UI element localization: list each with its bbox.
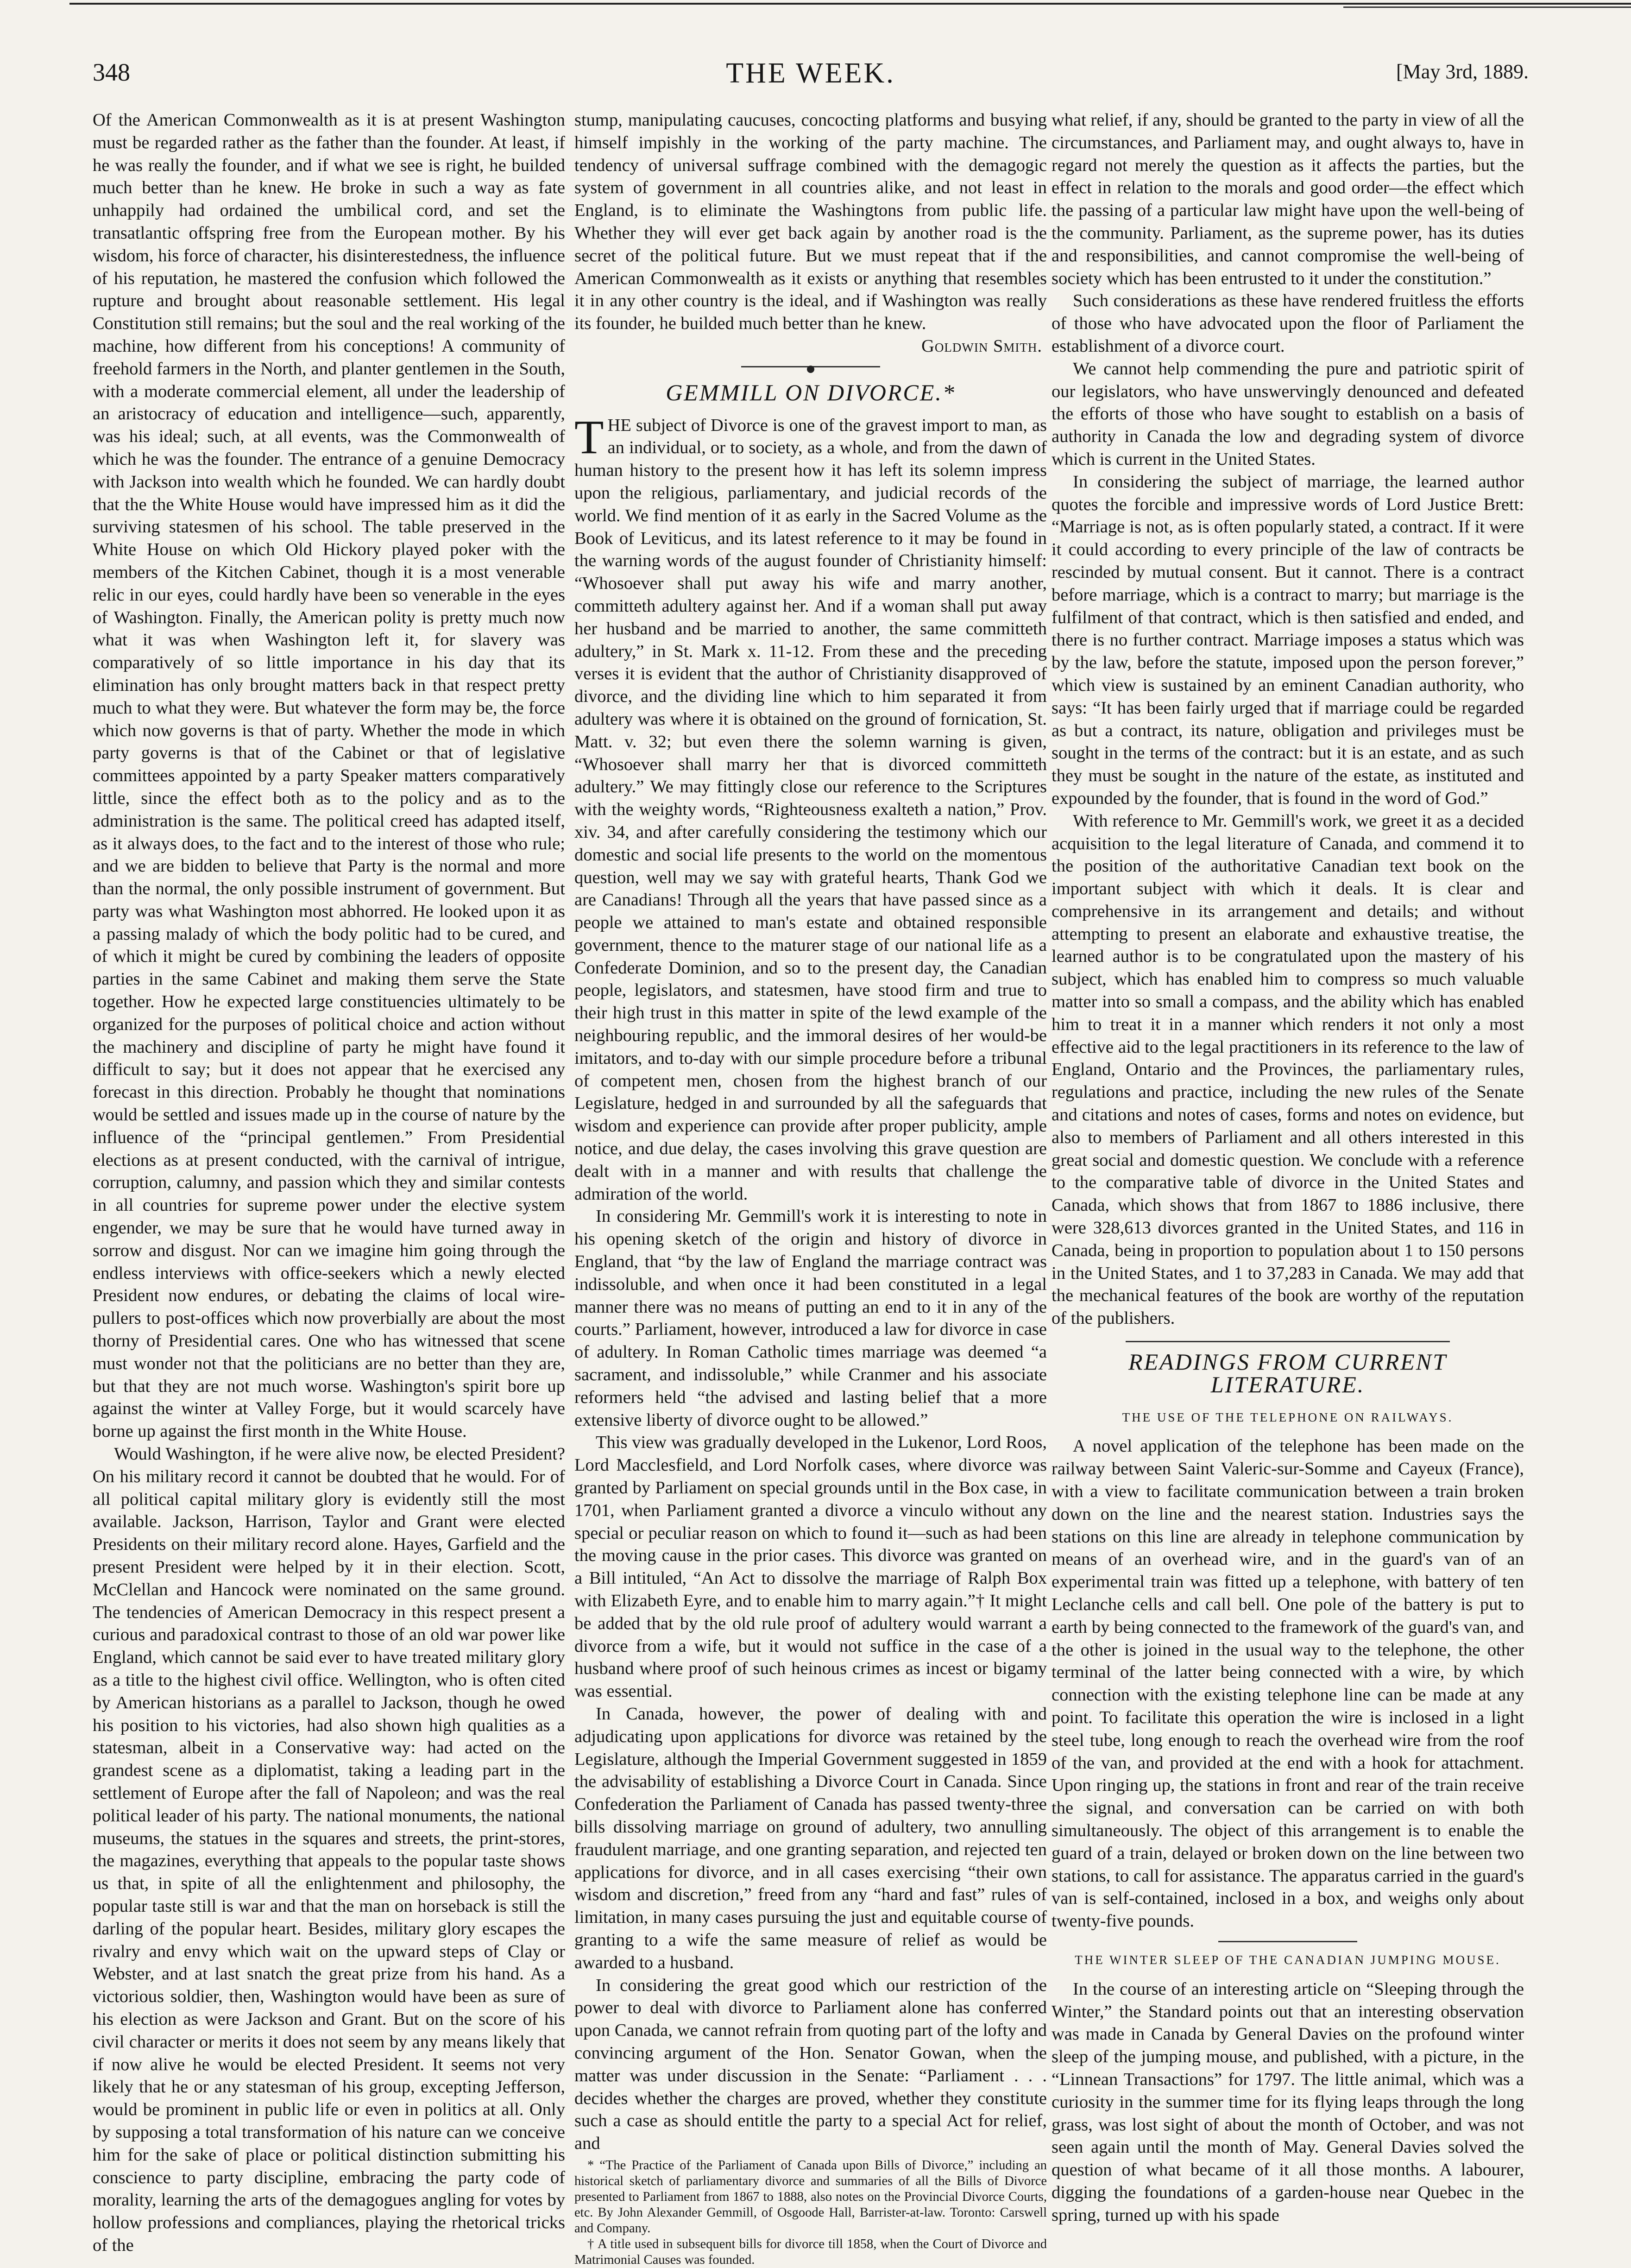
paragraph: With reference to Mr. Gemmill's work, we greet it as a decided acquisition to the legal literature of Canada, and commend it to the position of the authoritative Canadian text book on the important subject with which it deals. It is clear and comprehensive in its arrangement and details; and without attempting to present an elaborate and exhaustive treatise, the learned author is to be congratulated upon the mastery of his subject, which has enabled him to compress so much valuable matter into so small a compass, and the ability which has enabled him to treat it in a manner which renders it not only a most effective aid to the legal practitioners in its reference to the law of England, Ontario and the Provinces, the parliamentary rules, regulations and practice, including the new rules of the Senate and citations and notes of cases, forms and notes on evidence, but also to members of Parliament and all others interested in this great social and domestic question. We conclude with a reference to the comparative table of divorce in the United States and Canada, which shows that from 1867 to 1886 inclusive, there were 328,613 divorces granted in the United States, and 116 in Canada, being in proportion to population about 1 to 150 persons in the United States, and 1 to 37,283 in Canada. We may add that the mechanical features of the book are worthy of the reputation of the publishers. (1052, 811, 1524, 1328)
paragraph: In considering the great good which our restriction of the power to deal with divorce to Parliament alone has conferred upon Canada, we cannot refrain from quoting part of the lofty and convincing argument of the Hon. Senator Gowan, when the matter was under discussion in the Senate: “Parliament . . . decides whether the charges are proved, whether they constitute such a case as should entitle the party to a special Act for relief, and (574, 1975, 1047, 2154)
article-title: GEMMILL ON DIVORCE.* (666, 379, 956, 405)
drop-cap: T (574, 410, 604, 464)
divider-rule (1126, 1341, 1450, 1342)
paragraph: In considering the subject of marriage, the learned author quotes the forcible and impressive words of Lord Justice Brett: “Marriage is not, as is often popularly stated, a contract. If it were it could according to every principle of the law of contracts be rescinded by mutual consent. But it cannot. There is a contract before marriage, which is a contract to marry; but marriage is the fulfilment of that contract, which is then satisfied and ended, and there is no further contract. Marriage imposes a status which was by the law, before the statute, imposed upon the person forever,” which view is sustained by an eminent Canadian authority, who says: “It has been fairly urged that if marriage could be regarded as but a contract, its nature, obligation and privileges must be sought in the terms of the contract: but it is an estate, and as such they must be sought in the nature of the estate, as instituted and expounded by the founder, that is found in the word of God.” (1052, 472, 1524, 808)
paragraph: what relief, if any, should be granted to the party in view of all the circumstances, and Parliament may, and ought always to, have in regard not merely the question as it affects the parties, but the effect in relation to the morals and good order—the effect which the passing of a particular law might have upon the well-being of the community. Parliament, as the supreme power, has its duties and responsibilities, and cannot compromise the well-being of society which has been entrusted to it under the constitution.” (1052, 110, 1524, 288)
paragraph: Of the American Commonwealth as it is at present Washington must be regarded rather as the father than the founder. At least, if he was really the founder, and if what we see is right, he builded much better than he knew. He broke in such a way as fate unhappily had ordained the umbilical cord, and set the transatlantic offspring free from the European mother. By his wisdom, his force of character, his disinterestedness, the influence of his reputation, he mastered the confusion which followed the rupture and brought about reasonable settlement. His legal Constitution still remains; but the soul and the real working of the machine, how different from his conceptions! A community of freehold farmers in the North, and planter gentlemen in the South, with a moderate commercial element, all under the leadership of an aristocracy of education and intelligence—such, apparently, was his ideal; such, at all events, was the Commonwealth of which he was the founder. The entrance of a genuine Democracy with Jackson into wealth which he founded. We can hardly doubt that the the White House would have impressed him as it did the surviving statesmen of his school. The table preserved in the White House on which Old Hickory played poker with the members of the Kitchen Cabinet, though it is a most venerable relic in our eyes, could hardly have been so venerable in the eyes of Washington. Finally, the American polity is pretty much now what it was when Washington left it, for slavery was comparatively of so little importance in his day that its elimination has only brought matters back in that respect pretty much to what they were. But whatever the form may be, the force which now governs is that of party. Whether the mode in which party governs is that of the Cabinet or that of legislative committees appointed by a party Speaker matters comparatively little, since the effect both as to the policy and as to the administration is the same. The political creed has adapted itself, as it always does, to the fact and to the interest of those who rule; and we are bidden to believe that Party is the normal and more than the normal, the only possible instrument of government. But party was what Washington most abhorred. He looked upon it as a passing malady of which the body politic had to be cured, and of which it might be cured by combining the leaders of opposite parties in the same Cabinet and making them serve the State together. How he expected large constituencies ultimately to be organized for the purposes of political choice and action without the machinery and discipline of party he might have found it difficult to say; but it does not appear that he exercised any forecast in this direction. Probably he thought that nominations would be settled and issues made up in the course of nature by the influence of the “principal gentlemen.” From Presidential elections as at present conducted, with the carnival of intrigue, corruption, calumny, and passion which they and similar contests in all countries for supreme power under the elective system engender, we may be sure that he would have turned away in sorrow and disgust. Nor can we imagine him going through the endless interviews with office-seekers which a newly elected President now endures, or debating the claims of local wire-pullers to post-offices which now proverbially are about the most thorny of Presidential cares. One who has witnessed that scene must wonder not that the politicians are no better than they are, but that they are not much worse. Washington's spirit bore up against the winter at Valley Forge, but it would scarcely have borne up against the first month in the White House. (93, 110, 565, 1441)
paragraph: A novel application of the telephone has been made on the railway between Saint Valeric-sur-Somme and Cayeux (France), with a view to facilitate communication between a train broken down on the line and the nearest station. Industries says the stations on this line are already in telephone communication by means of an overhead wire, and in the guard's van of an experimental train was fitted up a telephone, with battery of ten Leclanche cells and call bell. One pole of the battery is put to earth by being connected to the framework of the guard's van, and the other is joined in the usual way to the telephone, the other terminal of the latter being connected with a wire, by which connection with the existing telephone line can be made at any point. To facilitate this operation the wire is inclosed in a light steel tube, long enough to reach the overhead wire from the roof of the van, and provided at the end with a hook for attachment. Upon ringing up, the stations in front and rear of the train receive the signal, and conversation can be carried on with both simultaneously. The object of this arrangement is to enable the guard of a train, delayed or broken down on the line between two stations, to call for assistance. The apparatus carried in the guard's van is self-contained, inclosed in a box, and weighs only about twenty-five pounds. (1052, 1436, 1524, 1931)
column-1 (93, 109, 565, 2257)
paragraph: In Canada, however, the power of dealing with and adjudicating upon applications for divorce was retained by the Legislature, although the Imperial Government suggested in 1859 the advisability of establishing a Divorce Court in Canada. Since Confederation the Parliament of Canada has passed twenty-three bills dissolving marriage on ground of adultery, two annulling fraudulent marriage, and one granting separation, and rejected ten applications for divorce, and in all cases exercising “their own wisdom and discretion,” freed from any “hard and fast” rules of limitation, in many cases pursuing the just and equitable course of granting to a wife the same measure of relief as would be awarded to a husband. (574, 1704, 1047, 1972)
top-border-rule-short (1343, 6, 1631, 8)
footnotes (574, 2158, 1047, 2268)
footnote: † A title used in subsequent bills for divorce till 1858, when the Court of Divorce and Matrimonial Causes was founded. (574, 2236, 1047, 2267)
footnote: * “The Practice of the Parliament of Canada upon Bills of Divorce,” including an historical sketch of parliamentary divorce and summaries of all the Bills of Divorce presented to Parliament from 1867 to 1888, also notes on the Provincial Divorce Courts, etc. By John Alexander Gemmill, of Osgoode Hall, Barrister-at-law. Toronto: Carswell and Company. (574, 2158, 1047, 2236)
paragraph: In the course of an interesting article on “Sleeping through the Winter,” the Standard points out that an interesting observation was made in Canada by General Davies on the profound winter sleep of the jumping mouse, and published, with a picture, in the “Linnean Transactions” for 1797. The little animal, which was a curiosity in the summer time for its flying leaps through the long grass, was lost sight of about the month of October, and was not seen again until the month of May. General Davies solved the question of what became of it all those months. A labourer, digging the foundations of a garden-house near Quebec in the spring, turned up with his spade (1052, 1979, 1524, 2225)
running-title: THE WEEK. (726, 57, 895, 89)
paragraph (574, 410, 1047, 1206)
paragraph: stump, manipulating caucuses, concocting platforms and busying himself impishly in the working of the party machine. The tendency of universal suffrage combined with the demagogic system of government in all countries alike, and not least in England, is to eliminate the Washingtons from public life. Whether they will ever get back again by another road is the secret of the political future. But we must repeat that if the American Commonwealth as it exists or anything that resembles it in any other country is the ideal, and if Washington was really its founder, he builded much better than he knew. (574, 110, 1047, 334)
divider-rule (1218, 1941, 1357, 1942)
subheading: THE WINTER SLEEP OF THE CANADIAN JUMPING MOUSE. (1075, 1952, 1501, 1967)
section-title: READINGS FROM CURRENT LITERATURE. (1128, 1349, 1447, 1397)
paragraph: In considering Mr. Gemmill's work it is interesting to note in his opening sketch of the origin and history of divorce in England, that “by the law of England the marriage contract was indissoluble, and when once it had been constituted in a legal manner there was no means of putting an end to it in any of the courts.” Parliament, however, introduced a law for divorce in case of adultery. In Roman Catholic times marriage was deemed “a sacrament, and indissoluble,” while Cranmer and his associate reformers held “the advised and lasting belief that a more extensive liberty of divorce ought to be allowed.” (574, 1207, 1047, 1430)
issue-date: [May 3rd, 1889. (1396, 60, 1529, 83)
page-number: 348 (93, 58, 130, 86)
paragraph: Would Washington, if he were alive now, be elected President? On his military record it cannot be doubted that he would. For of all political capital military glory is evidently still the most available. Jackson, Harrison, Taylor and Grant were elected Presidents on their military record alone. Hayes, Garfield and the present President were helped by it in their election. Scott, McClellan and Hancock were nominated on the same ground. The tendencies of American Democracy in this respect present a curious and paradoxical contrast to those of an old war power like England, which cannot be said ever to have treated military glory as a title to the highest civil office. Wellington, who is often cited by American historians as a parallel to Jackson, though he owed his position to his victories, had also shown high qualities as a statesman, albeit in a Conservative way: had acted on the grandest scene as a diplomatist, taking a leading part in the settlement of Europe after the fall of Napoleon; and was the real political leader of his party. The national monuments, the national museums, the statues in the squares and streets, the print-stores, the magazines, everything that appeals to the popular taste shows us that, in spite of all the enlightenment and philosophy, the popular taste still is war and that the man on horseback is still the darling of the popular heart. Besides, military glory escapes the rivalry and envy which wait on the upward steps of Clay or Webster, and at last snatch the great prize from his hand. As a victorious soldier, then, Washington would have been as sure of his election as were Jackson and Grant. But on the score of his civil character or merits it does not seem by any means likely that if now alive he would be elected President. It seems not very likely that he or any statesman of his group, excepting Jefferson, would be prominent in public life or even in politics at all. Only by supposing a total transformation of his nature can we conceive him for the sake of place or political distinction submitting his conscience to party discipline, embracing the party code of morality, learning the arts of the demagogues angling for votes by hollow professions and compliances, playing the rhetorical tricks of the (93, 1444, 565, 2255)
column-3 (1052, 109, 1524, 2227)
paragraph: This view was gradually developed in the Lukenor, Lord Roos, Lord Macclesfield, and Lord Norfolk cases, where divorce was granted by Parliament on special grounds until in the Box case, in 1701, when Parliament granted a divorce a vinculo without any special or peculiar reason on which to found it—such as had been the moving cause in the prior cases. This divorce was granted on a Bill intituled, “An Act to dissolve the marriage of Ralph Box with Elizabeth Eyre, and to enable him to marry again.”† It might be added that by the old rule proof of adultery would warrant a divorce from a wife, but it would not suffice in the case of a husband where proof of such heinous crimes as incest or bigamy was essential. (574, 1433, 1047, 1701)
subheading: THE USE OF THE TELEPHONE ON RAILWAYS. (1122, 1410, 1454, 1424)
paragraph-text: HE subject of Divorce is one of the gravest import to man, as an individual, or to society, as a whole, and from the dawn of human history to the present how it has left its solemn impress upon the religious, parliamentary, and judicial records of the world. We find mention of it as early in the Sacred Volume as the Book of Leviticus, and its latest reference to it may be found in the warning words of the august founder of Christianity himself: “Whosoever shall put away his wife and marry another, committeth adultery against her. And if a woman shall put away her husband and be married to another, the same committeth adultery,” in St. Mark x. 11-12. From these and the preceding verses it is evident that the author of Christianity disapproved of divorce, and the dividing line which to him separated it from adultery was where it is obtained on the ground of fornication, St. Matt. v. 32; but even there the solemn warning is given, “Whosoever shall marry her that is divorced committeth adultery.” We may fittingly close our reference to the Scriptures with the weighty words, “Righteousness exalteth a nation,” Prov. xiv. 34, and after carefully considering the testimony which our domestic and social life presents to the world on the momentous question, well may we say with grateful hearts, Thank God we are Canadians! Through all the years that have passed since as a people we attained to man's estate and obtained responsible government, thence to the maturer stage of our national life as a Confederate Dominion, and so to the present day, the Canadian people, legislators, and statesmen, have stood firm and true to their high trust in this matter in spite of the lewd example of the neighbouring republic, and the immoral desires of her would-be imitators, and to-day with our simple procedure before a tribunal of competent men, chosen from the highest branch of our Legislature, hedged in and surrounded by all the safeguards that wisdom and experience can provide after proper publicity, ample notice, and due delay, the cases involving this grave question are dealt with in a manner and with results that challenge the admiration of the world. (574, 415, 1047, 1204)
paragraph: We cannot help commending the pure and patriotic spirit of our legislators, who have unswervingly denounced and defeated the efforts of those who have sought to establish on a basis of authority in Canada the low and degrading system of divorce which is current in the United States. (1052, 359, 1524, 469)
top-border-rule (69, 3, 1631, 5)
paragraph: Such considerations as these have rendered fruitless the efforts of those who have advocated upon the floor of Parliament the establishment of a divorce court. (1052, 291, 1524, 356)
divider-ornament (807, 366, 814, 373)
column-2 (574, 109, 1047, 2268)
author-signature: Goldwin Smith. (921, 336, 1042, 356)
page-header (93, 58, 1529, 109)
